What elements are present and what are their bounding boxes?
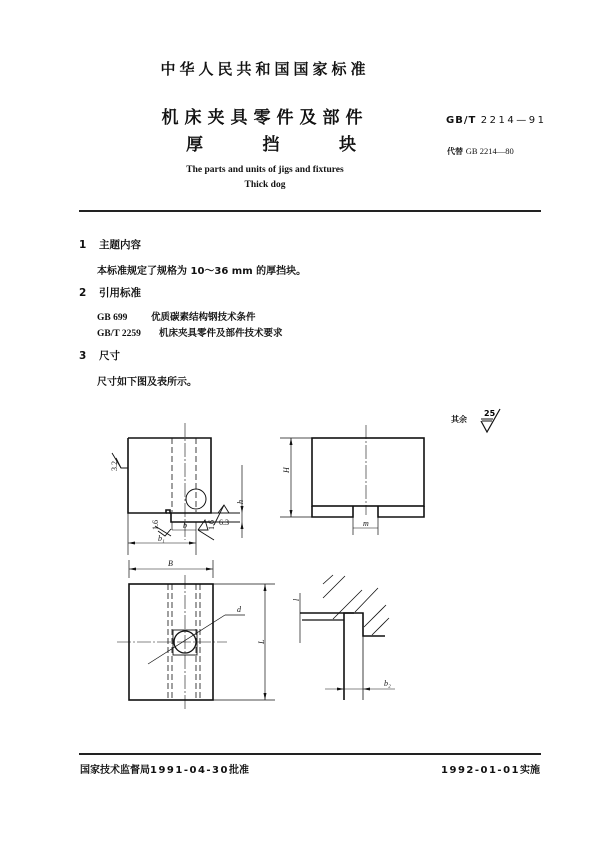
section-1-body: 本标准规定了规格为 10～36 mm 的厚挡块。 — [97, 266, 307, 277]
roughness-mark: 1.6 — [207, 520, 216, 530]
issuer: 国家技术监督局 — [80, 765, 150, 776]
reference-title: 机床夹具零件及部件技术要求 — [159, 328, 283, 339]
reference-code: GB 699 — [97, 313, 128, 323]
dimension-label-H: H — [282, 467, 291, 473]
issue-date: 1991-04-30 — [150, 765, 229, 776]
effective-suffix: 实施 — [520, 765, 540, 776]
section-title: 主题内容 — [99, 239, 141, 251]
dimension-label-h: h — [236, 500, 245, 504]
effective-note — [441, 761, 540, 776]
section-1-heading — [79, 237, 141, 252]
dimension-label-L: L — [257, 639, 266, 644]
effective-date: 1992-01-01 — [441, 765, 520, 776]
reference-item — [97, 309, 256, 323]
dimension-label-B: B — [168, 559, 173, 568]
section-title: 引用标准 — [99, 287, 141, 299]
top-view — [117, 560, 275, 710]
reference-item — [97, 325, 283, 339]
title-chinese-line1: 机床夹具零件及部件 — [161, 108, 369, 128]
section-number: 1 — [79, 239, 87, 251]
reference-title: 优质碳素结构钢技术条件 — [151, 312, 256, 323]
section-2-heading — [79, 285, 141, 300]
footer-divider — [79, 753, 541, 755]
standard-number — [446, 115, 546, 126]
roughness-note-value: 25 — [484, 409, 496, 418]
dimension-label-m: m — [363, 519, 369, 528]
roughness-mark: 6.3 — [219, 518, 229, 527]
header-divider — [79, 210, 541, 212]
dimension-label-b2: b₂ — [384, 679, 391, 688]
front-view — [112, 423, 244, 555]
roughness-mark: 1.6 — [151, 520, 160, 530]
dimension-label-b1: b₁ — [158, 534, 165, 543]
section-number: 2 — [79, 287, 87, 299]
roughness-mark: 3.2 — [110, 461, 119, 471]
approval-note — [80, 761, 249, 776]
title-char: 块 — [339, 135, 356, 155]
section-3-heading — [79, 348, 120, 363]
replaces-label: 代替 — [447, 147, 463, 156]
title-chinese-line2 — [186, 130, 356, 155]
section-3-body: 尺寸如下图及表所示。 — [97, 377, 197, 388]
detail-view — [300, 575, 395, 700]
dimension-label-d: d — [237, 605, 241, 614]
title-english-line1: The parts and units of jigs and fixtures — [186, 165, 344, 175]
title-char: 厚 — [186, 135, 203, 155]
standard-prefix: GB/T — [446, 115, 477, 126]
section-title: 尺寸 — [99, 350, 120, 362]
technical-drawing — [0, 420, 600, 720]
replaces-standard: GB 2214—80 — [465, 146, 514, 156]
dimension-label-b: b — [183, 521, 187, 530]
title-char: 挡 — [262, 135, 280, 155]
national-standard-heading: 中华人民共和国国家标准 — [160, 60, 370, 78]
roughness-note-label: 其余 — [451, 415, 467, 424]
side-view — [280, 425, 424, 535]
issue-suffix: 批准 — [228, 765, 249, 776]
standard-code: 2214—91 — [480, 115, 547, 126]
reference-code: GB/T 2259 — [97, 329, 141, 339]
dimension-label-l: l — [292, 598, 301, 601]
section-number: 3 — [79, 350, 87, 362]
replaces-note — [447, 146, 514, 157]
title-english-line2: Thick dog — [244, 180, 286, 190]
